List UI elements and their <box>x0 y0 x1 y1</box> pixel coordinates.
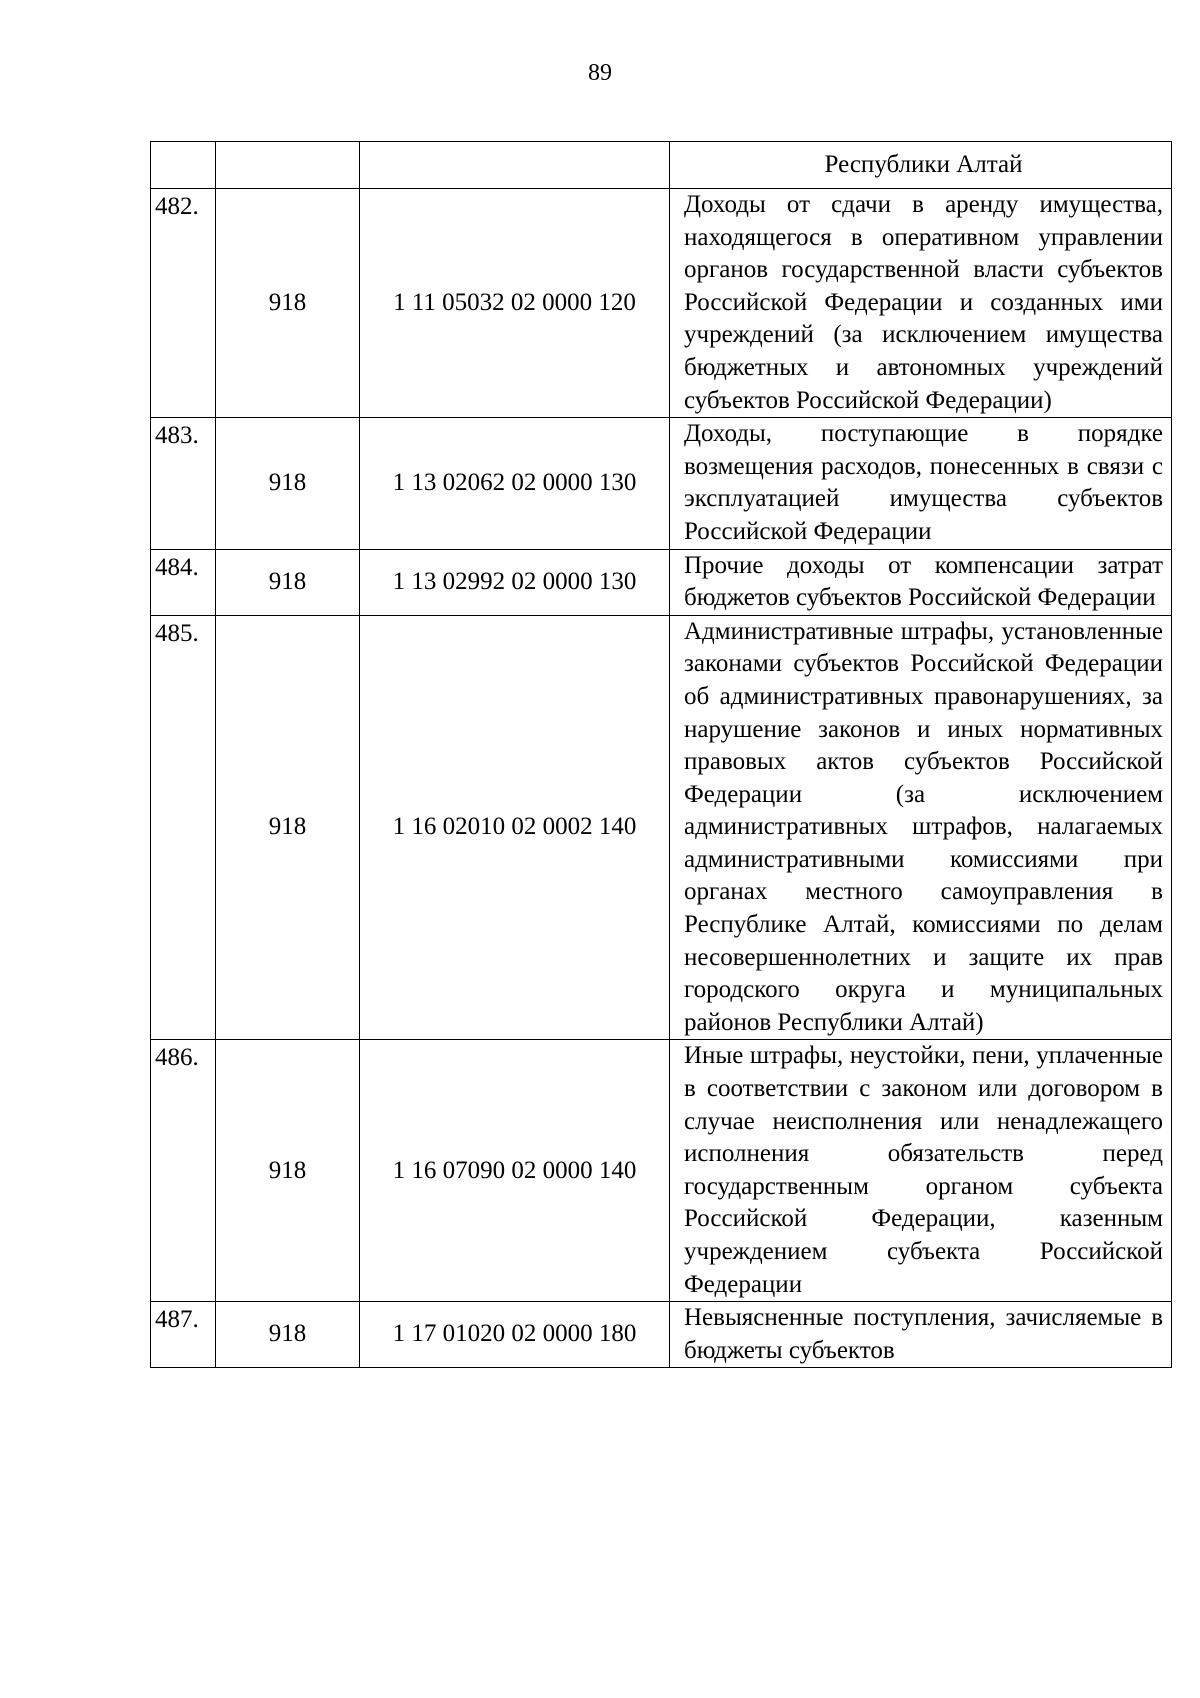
admin-code-cell <box>216 142 360 189</box>
kbk-code-cell: 1 13 02992 02 0000 130 <box>360 549 670 615</box>
description-cell: Невыясненные поступления, зачисляемые в бюджеты субъектов <box>670 1302 1172 1368</box>
kbk-code-cell: 1 16 07090 02 0000 140 <box>360 1040 670 1302</box>
page-number: 89 <box>588 60 612 86</box>
row-number-cell: 487. <box>151 1302 216 1368</box>
table-row <box>151 615 1172 1040</box>
row-number-cell <box>151 142 216 189</box>
admin-code-cell: 918 <box>216 1040 360 1302</box>
description-cell: Доходы, поступающие в порядке возмещения расходов, понесенных в связи с эксплуатацией имущества субъектов Российской Федерации <box>670 418 1172 549</box>
table-row <box>151 1040 1172 1302</box>
admin-code-cell: 918 <box>216 1302 360 1368</box>
description-cell: Доходы от сдачи в аренду имущества, находящегося в оперативном управлении органов государственной власти субъектов Российской Федерации и созданных ими учреждений (за исключением имущества бюджетных и автономных учреждений субъектов Российской Федерации) <box>670 189 1172 418</box>
kbk-code-cell <box>360 142 670 189</box>
description-cell: Республики Алтай <box>670 142 1172 189</box>
revenue-codes-table <box>150 141 1172 1368</box>
kbk-code-cell: 1 17 01020 02 0000 180 <box>360 1302 670 1368</box>
table-row <box>151 549 1172 615</box>
table-row-continuation <box>151 142 1172 189</box>
admin-code-cell: 918 <box>216 189 360 418</box>
table-row <box>151 418 1172 549</box>
row-number-cell: 484. <box>151 549 216 615</box>
kbk-code-cell: 1 16 02010 02 0002 140 <box>360 615 670 1040</box>
row-number-cell: 486. <box>151 1040 216 1302</box>
description-cell: Иные штрафы, неустойки, пени, уплаченные в соответствии с законом или договором в случае неисполнения или ненадлежащего исполнения обязательств перед государственным органом субъекта Российской Федерации, казенным учреждением субъекта Российской Федерации <box>670 1040 1172 1302</box>
description-cell: Административные штрафы, установленные законами субъектов Российской Федерации об административных правонарушениях, за нарушение законов и иных нормативных правовых актов субъектов Российской Федерации (за исключением административных штрафов, налагаемых административными комиссиями при органах местного самоуправления в Республике Алтай, комиссиями по делам несовершеннолетних и защите их прав городского округа и муниципальных районов Республики Алтай) <box>670 615 1172 1040</box>
kbk-code-cell: 1 11 05032 02 0000 120 <box>360 189 670 418</box>
row-number-cell: 485. <box>151 615 216 1040</box>
row-number-cell: 483. <box>151 418 216 549</box>
row-number-cell: 482. <box>151 189 216 418</box>
admin-code-cell: 918 <box>216 418 360 549</box>
description-cell: Прочие доходы от компенсации затрат бюджетов субъектов Российской Федерации <box>670 549 1172 615</box>
admin-code-cell: 918 <box>216 549 360 615</box>
kbk-code-cell: 1 13 02062 02 0000 130 <box>360 418 670 549</box>
admin-code-cell: 918 <box>216 615 360 1040</box>
table-row <box>151 189 1172 418</box>
table-row <box>151 1302 1172 1368</box>
